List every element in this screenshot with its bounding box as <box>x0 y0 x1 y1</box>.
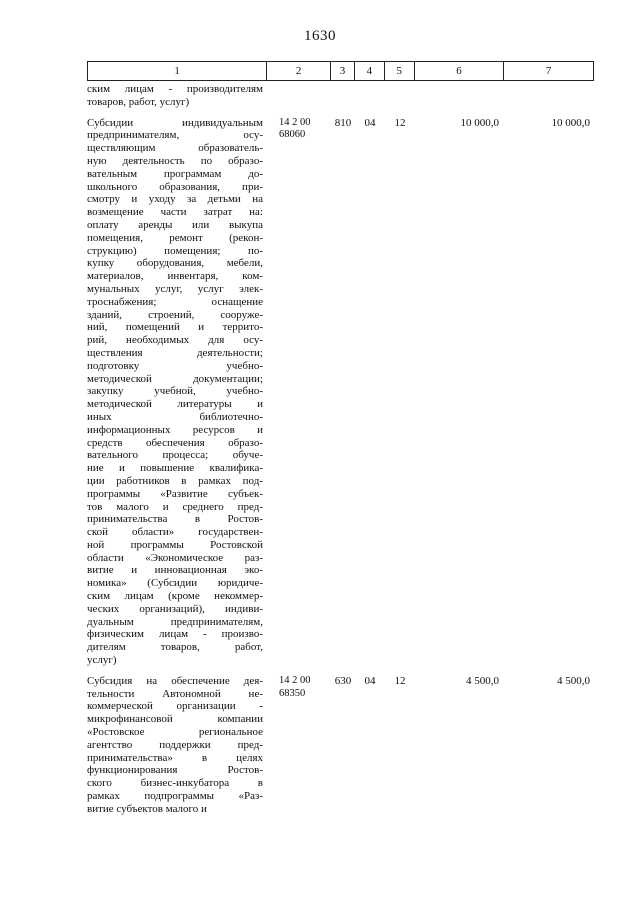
description-line: ской области» государствен- <box>87 526 263 539</box>
description-line: струкцию) помещения; по- <box>87 244 263 257</box>
row-value-7: 10 000,0 <box>551 116 590 129</box>
row-col-4: 04 <box>364 116 376 129</box>
description-line: ний, помещений и террито- <box>87 321 263 334</box>
row-code <box>267 83 331 109</box>
description-line: ную деятельность по образо- <box>87 154 263 167</box>
description-line: агентство поддержки пред- <box>87 738 263 751</box>
description-line: оплату аренды или выкупа <box>87 218 263 231</box>
description-line: средств обеспечения образо- <box>87 436 263 449</box>
row-description <box>87 83 267 109</box>
row-col-5: 12 <box>394 674 406 687</box>
description-line: возмещение части затрат на: <box>87 206 263 219</box>
row-code: 14 2 00 68350 <box>279 674 311 699</box>
description-line: смотру и уходу за детьми на <box>87 193 263 206</box>
description-line: предпринимателям, осу- <box>87 129 263 142</box>
description-line: зданий, строений, сооруже- <box>87 308 263 321</box>
description-line: рамках подпрограммы «Раз- <box>87 790 263 803</box>
row-description <box>87 675 267 816</box>
header-col-5: 5 <box>385 62 415 80</box>
table-header <box>87 61 594 81</box>
description-line: коммерческой организации - <box>87 700 263 713</box>
description-line: товаров, работ, услуг) <box>87 95 190 108</box>
description-line: области «Экономическое раз- <box>87 551 263 564</box>
description-line: микрофинансовой компании <box>87 713 263 726</box>
description-line: ществления деятельности; <box>87 346 263 359</box>
description-line: ским лицам (кроме некоммер- <box>87 590 263 603</box>
description-line: ние и повышение квалифика- <box>87 462 263 475</box>
description-line: физическим лицам - произво- <box>87 628 263 641</box>
description-line: ческих организаций), индиви- <box>87 602 263 615</box>
row-code: 14 2 00 68060 <box>279 116 311 141</box>
description-line: дителям товаров, работ, <box>87 641 263 654</box>
header-col-1: 1 <box>88 62 267 80</box>
description-line: вательным программам до- <box>87 167 263 180</box>
table-row <box>87 117 594 667</box>
row-value-6: 4 500,0 <box>466 674 499 687</box>
header-col-6: 6 <box>415 62 505 80</box>
description-line: Субсидия на обеспечение дея- <box>87 674 263 687</box>
description-line: иных библиотечно- <box>87 410 263 423</box>
row-value-7 <box>505 83 594 109</box>
table-row <box>87 83 594 109</box>
description-line: витие и инновационная эко- <box>87 564 263 577</box>
description-line: дуальным предпринимателям, <box>87 615 263 628</box>
description-line: закупку учебной, учебно- <box>87 385 263 398</box>
description-line: вательного процесса; обуче- <box>87 449 263 462</box>
row-col-5: 12 <box>394 116 406 129</box>
header-col-7: 7 <box>545 65 552 77</box>
description-line: принимательства в Ростов- <box>87 513 263 526</box>
description-line: функционирования Ростов- <box>87 764 263 777</box>
description-line: программы «Развитие субъек- <box>87 487 263 500</box>
description-line: витие субъектов малого и <box>87 802 207 815</box>
row-col-3 <box>331 83 355 109</box>
description-line: принимательства» в целях <box>87 751 263 764</box>
header-col-4: 4 <box>355 62 385 80</box>
description-line: тельности Автономной не- <box>87 687 263 700</box>
description-line: ского бизнес-инкубатора в <box>87 777 263 790</box>
table-row <box>87 675 594 816</box>
description-line: методической литературы и <box>87 398 263 411</box>
budget-table <box>87 61 594 816</box>
description-line: «Ростовское региональное <box>87 726 263 739</box>
description-line: тов малого и среднего пред- <box>87 500 263 513</box>
row-value-7: 4 500,0 <box>557 674 590 687</box>
description-line: ществляющим образователь- <box>87 142 263 155</box>
description-line: помещения, ремонт (рекон- <box>87 231 263 244</box>
description-line: троснабжения; оснащение <box>87 295 263 308</box>
description-line: рий, необходимых для осу- <box>87 334 263 347</box>
description-line: Субсидии индивидуальным <box>87 116 263 129</box>
description-line: услуг) <box>87 654 117 667</box>
header-col-3: 3 <box>331 62 355 80</box>
row-col-4 <box>355 83 385 109</box>
row-col-3: 810 <box>334 116 352 129</box>
row-value-6 <box>415 83 505 109</box>
description-line: ции работников в рамках под- <box>87 474 263 487</box>
description-line: информационных ресурсов и <box>87 423 263 436</box>
header-col-2: 2 <box>267 62 331 80</box>
description-line: ским лицам - производителям <box>87 83 263 95</box>
row-value-6: 10 000,0 <box>460 116 499 129</box>
description-line: купку оборудования, мебели, <box>87 257 263 270</box>
description-line: школьного образования, при- <box>87 180 263 193</box>
row-col-4: 04 <box>364 674 376 687</box>
row-col-5 <box>385 83 415 109</box>
row-col-3: 630 <box>334 674 352 687</box>
page-number: 1630 <box>304 28 336 44</box>
description-line: ной программы Ростовской <box>87 538 263 551</box>
description-line: методической документации; <box>87 372 263 385</box>
description-line: номика» (Субсидии юридиче- <box>87 577 263 590</box>
description-line: мунальных услуг, услуг элек- <box>87 282 263 295</box>
description-line: подготовку учебно- <box>87 359 263 372</box>
row-description <box>87 117 267 667</box>
description-line: материалов, инвентаря, ком- <box>87 270 263 283</box>
